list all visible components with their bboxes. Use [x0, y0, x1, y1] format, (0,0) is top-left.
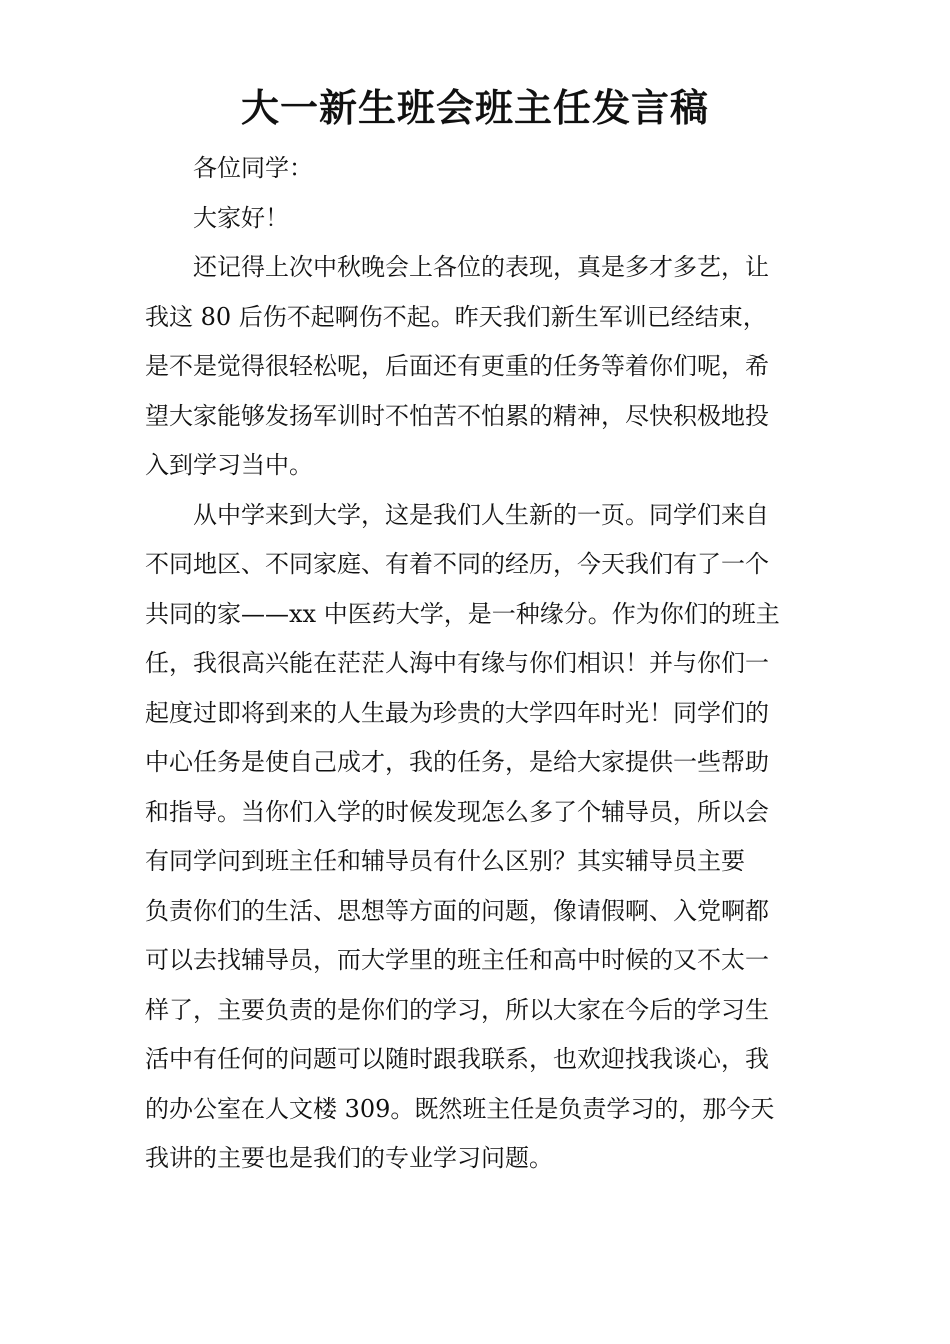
- salutation: 各位同学：: [193, 154, 313, 182]
- document-body: [145, 144, 807, 1184]
- document-title: 大一新生班会班主任发言稿: [240, 86, 709, 130]
- paragraph-2-line: 从中学来到大学，这是我们人生新的一页。同学们来自: [193, 500, 769, 529]
- paragraph-2: [145, 491, 807, 1184]
- paragraph-2-line: 的办公室在人文楼 309。既然班主任是负责学习的，那今天: [145, 1094, 775, 1123]
- paragraph-1: [145, 243, 807, 491]
- paragraph-2-line: 任，我很高兴能在茫茫人海中有缘与你们相识！并与你们一: [145, 649, 769, 677]
- paragraph-2-line: 不同地区、不同家庭、有着不同的经历，今天我们有了一个: [145, 550, 769, 578]
- paragraph-1-line: 望大家能够发扬军训时不怕苦不怕累的精神，尽快积极地投: [145, 401, 769, 430]
- paragraph-1-line: 是不是觉得很轻松呢，后面还有更重的任务等着你们呢，希: [145, 352, 769, 380]
- paragraph-2-line: 活中有任何的问题可以随时跟我联系，也欢迎找我谈心，我: [145, 1045, 769, 1073]
- greeting: 大家好！: [193, 203, 289, 232]
- paragraph-2-line: 样了，主要负责的是你们的学习，所以大家在今后的学习生: [145, 995, 769, 1024]
- paragraph-1-line: 我这 80 后伤不起啊伤不起。昨天我们新生军训已经结束，: [145, 302, 767, 331]
- paragraph-2-line: 负责你们的生活、思想等方面的问题，像请假啊、入党啊都: [145, 896, 769, 925]
- paragraph-2-line: 起度过即将到来的人生最为珍贵的大学四年时光！同学们的: [145, 698, 769, 727]
- paragraph-2-line: 中心任务是使自己成才，我的任务，是给大家提供一些帮助: [145, 748, 769, 776]
- paragraph-2-line: 共同的家——xx 中医药大学，是一种缘分。作为你们的班主: [145, 599, 780, 628]
- paragraph-2-line: 我讲的主要也是我们的专业学习问题。: [145, 1144, 553, 1172]
- paragraph-2-line: 可以去找辅导员，而大学里的班主任和高中时候的又不太一: [145, 946, 769, 974]
- paragraph-2-line: 和指导。当你们入学的时候发现怎么多了个辅导员，所以会: [145, 797, 769, 826]
- paragraph-1-line: 还记得上次中秋晚会上各位的表现，真是多才多艺，让: [193, 253, 769, 281]
- paragraph-2-line: 有同学问到班主任和辅导员有什么区别？其实辅导员主要: [145, 847, 745, 875]
- paragraph-1-line: 入到学习当中。: [145, 451, 313, 479]
